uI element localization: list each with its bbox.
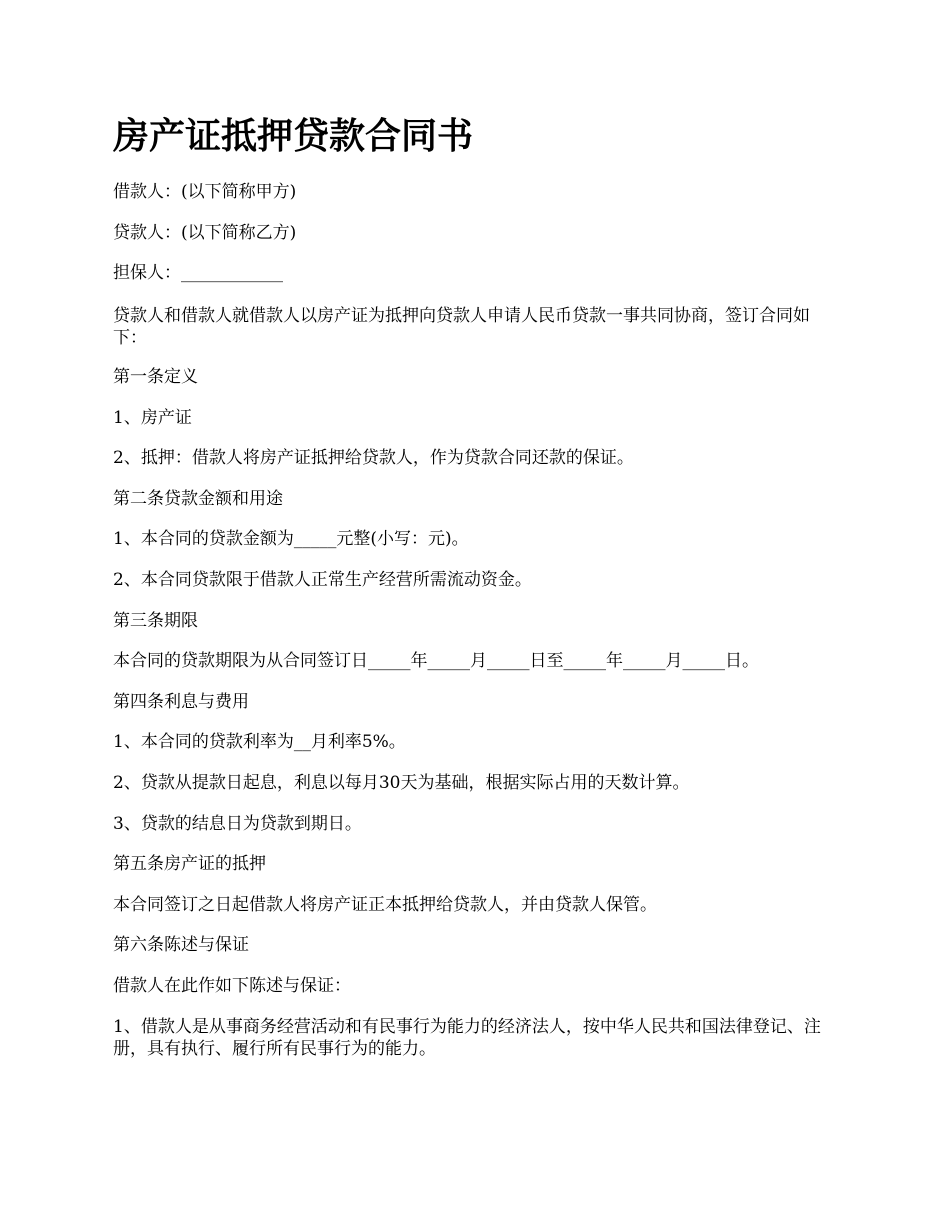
lender-line: 贷款人：(以下简称乙方): [113, 223, 297, 243]
article-5-body: 本合同签订之日起借款人将房产证正本抵押给贷款人，并由贷款人保管。: [113, 895, 657, 915]
document-title: 房产证抵押贷款合同书: [113, 115, 474, 157]
article-4-item-1: 1、本合同的贷款利率为__月利率5%。: [113, 732, 406, 752]
article-2-item-2: 2、本合同贷款限于借款人正常生产经营所需流动资金。: [113, 570, 532, 590]
article-4-heading: 第四条利息与费用: [113, 692, 249, 712]
article-6-item-1: 1、借款人是从事商务经营活动和有民事行为能力的经济法人，按中华人民共和国法律登记、注册，具有执行、履行所有民事行为的能力。: [113, 1017, 821, 1059]
article-2-item-1: 1、本合同的贷款金额为_____元整(小写：元)。: [113, 529, 469, 549]
article-1-heading: 第一条定义: [113, 367, 198, 387]
preamble-paragraph: 贷款人和借款人就借款人以房产证为抵押向贷款人申请人民币贷款一事共同协商，签订合同如下：: [113, 306, 810, 348]
guarantor-line: 担保人：____________: [113, 263, 283, 283]
article-3-body: 本合同的贷款期限为从合同签订日_____年_____月_____日至_____年_____月_____日。: [113, 651, 759, 671]
article-1-item-2: 2、抵押：借款人将房产证抵押给贷款人，作为贷款合同还款的保证。: [113, 448, 634, 468]
article-6-intro: 借款人在此作如下陈述与保证：: [113, 976, 351, 996]
article-1-item-1: 1、房产证: [113, 408, 192, 428]
article-6-heading: 第六条陈述与保证: [113, 935, 249, 955]
article-2-heading: 第二条贷款金额和用途: [113, 489, 283, 509]
borrower-line: 借款人：(以下简称甲方): [113, 182, 297, 202]
article-4-item-3: 3、贷款的结息日为贷款到期日。: [113, 814, 362, 834]
article-3-heading: 第三条期限: [113, 611, 198, 631]
article-5-heading: 第五条房产证的抵押: [113, 854, 266, 874]
article-4-item-2: 2、贷款从提款日起息，利息以每月30天为基础，根据实际占用的天数计算。: [113, 773, 690, 793]
